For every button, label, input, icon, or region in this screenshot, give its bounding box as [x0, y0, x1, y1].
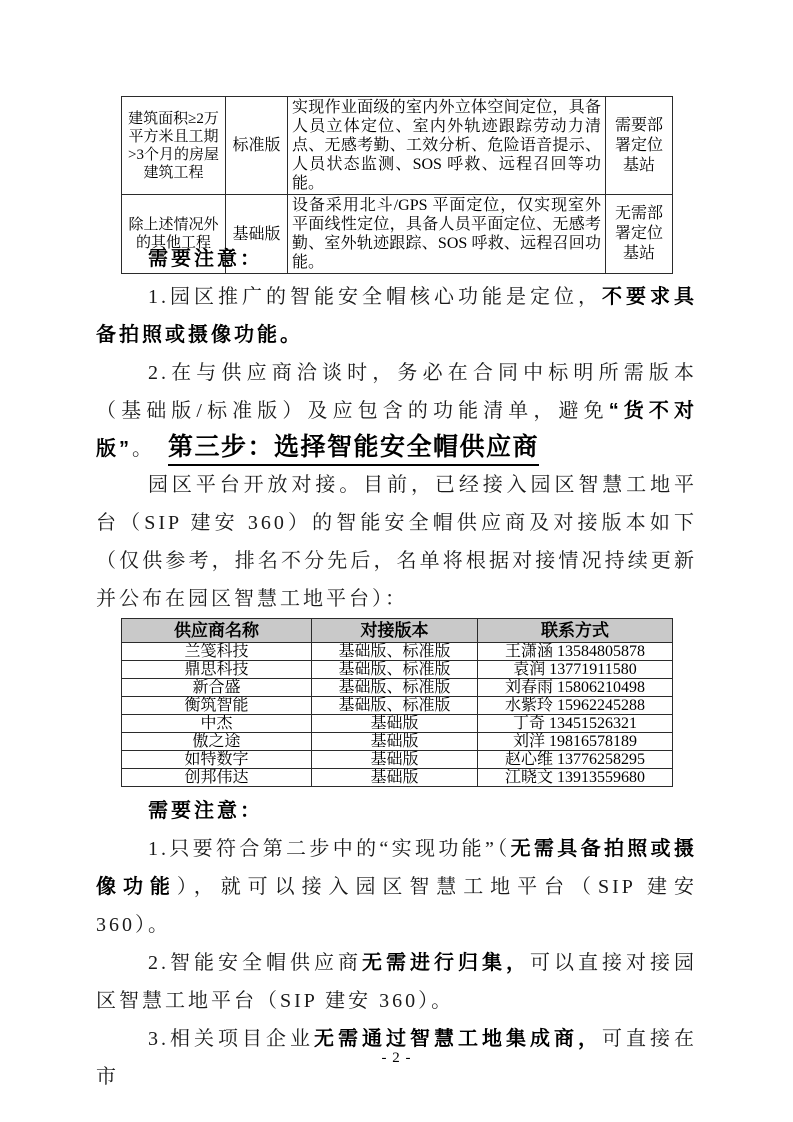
note-text: 1.园区推广的智能安全帽核心功能是定位， [148, 286, 602, 308]
note-text: 2.智能安全帽供应商 [148, 952, 362, 974]
note-bold-text: “货不对版” [96, 400, 698, 460]
version-cell: 基础版 [226, 195, 288, 274]
version-header: 对接版本 [312, 619, 478, 643]
note-text: 可直接在市 [96, 1028, 697, 1088]
version-cell: 基础版 [312, 733, 478, 751]
version-cell: 标准版 [226, 97, 288, 195]
contact-cell: 赵心维 13776258295 [478, 751, 673, 769]
version-cell: 基础版 [312, 715, 478, 733]
supplier-name-cell: 傲之途 [122, 733, 312, 751]
note-item-1 [96, 830, 697, 944]
features-cell: 实现作业面级的室内外立体空间定位，具备人员立体定位、室内外轨迹跟踪劳动力清点、无感考勤、工效分析、危险语音提示、人员状态监测、SOS 呼救、远程召回等功能。 [288, 97, 606, 195]
table-row [122, 97, 673, 195]
section-heading: 第三步：选择智能安全帽供应商 [168, 427, 539, 466]
supplier-row [122, 697, 673, 715]
supplier-name-cell: 兰笺科技 [122, 643, 312, 661]
supplier-table [121, 618, 673, 787]
note-text: 3.相关项目企业 [148, 1028, 314, 1050]
note-bold-text: 无需进行归集， [362, 952, 530, 974]
note-bold-text: 不要求具备拍照或摄像功能。 [96, 286, 697, 346]
note-text: 可以直接对接园区智慧工地平台（SIP 建安 360）。 [96, 952, 697, 1012]
note-bold-text: 无需具备拍照或摄像功能 [96, 838, 697, 898]
version-cell: 基础版 [312, 751, 478, 769]
note-title: 需要注意： [148, 248, 263, 270]
supplier-row [122, 715, 673, 733]
contact-cell: 刘洋 19816578189 [478, 733, 673, 751]
base-station-cell: 需要部署定位基站 [606, 97, 673, 195]
version-cell: 基础版、标准版 [312, 661, 478, 679]
contact-cell: 丁奇 13451526321 [478, 715, 673, 733]
supplier-name-cell: 如特数字 [122, 751, 312, 769]
project-scope-cell: 建筑面积≥2万平方米且工期>3个月的房屋建筑工程 [122, 97, 226, 195]
supplier-name-cell: 衡筑智能 [122, 697, 312, 715]
note-item-2 [96, 944, 697, 1020]
version-cell: 基础版、标准版 [312, 697, 478, 715]
note-text: ），就可以接入园区智慧工地平台（SIP 建安 360）。 [96, 876, 698, 936]
supplier-name-cell: 创邦伟达 [122, 769, 312, 787]
note-text: 1.只要符合第二步中的“实现功能”（ [148, 838, 511, 860]
features-cell: 设备采用北斗/GPS 平面定位，仅实现室外平面线性定位，具备人员平面定位、无感考勤、室外轨迹跟踪、SOS 呼救、远程召回功能。 [288, 195, 606, 274]
contact-cell: 江晓文 13913559680 [478, 769, 673, 787]
note-bold-text: 无需通过智慧工地集成商， [314, 1028, 602, 1050]
supplier-name-header: 供应商名称 [122, 619, 312, 643]
supplier-row [122, 661, 673, 679]
intro-paragraph: 园区平台开放对接。目前，已经接入园区智慧工地平台（SIP 建安 360）的智能安全帽供应商及对接版本如下（仅供参考，排名不分先后，名单将根据对接情况持续更新并公布在园区智慧工地平台）： [96, 474, 697, 610]
note-text: 。 [132, 438, 155, 460]
section-heading-row [96, 427, 697, 466]
version-cell: 基础版 [312, 769, 478, 787]
base-station-cell: 无需部署定位基站 [606, 195, 673, 274]
supplier-row [122, 733, 673, 751]
note-item-1 [96, 278, 697, 354]
supplier-name-cell: 中杰 [122, 715, 312, 733]
intro-section [96, 466, 697, 618]
supplier-row [122, 769, 673, 787]
note-text: 2.在与供应商洽谈时，务必在合同中标明所需版本（基础版/标准版）及应包含的功能清单，避免 [96, 362, 697, 422]
version-cell: 基础版、标准版 [312, 679, 478, 697]
contact-cell: 袁润 13771911580 [478, 661, 673, 679]
supplier-header-row [122, 619, 673, 643]
page-number: - 2 - [381, 1050, 412, 1066]
project-scope-cell: 除上述情况外的其他工程 [122, 195, 226, 274]
supplier-row [122, 751, 673, 769]
version-cell: 基础版、标准版 [312, 643, 478, 661]
contact-header: 联系方式 [478, 619, 673, 643]
supplier-name-cell: 新合盛 [122, 679, 312, 697]
supplier-name-cell: 鼎思科技 [122, 661, 312, 679]
contact-cell: 王潇涵 13584805878 [478, 643, 673, 661]
note-title: 需要注意： [148, 800, 263, 822]
supplier-row [122, 643, 673, 661]
contact-cell: 刘春雨 15806210498 [478, 679, 673, 697]
contact-cell: 水紫玲 15962245288 [478, 697, 673, 715]
supplier-row [122, 679, 673, 697]
